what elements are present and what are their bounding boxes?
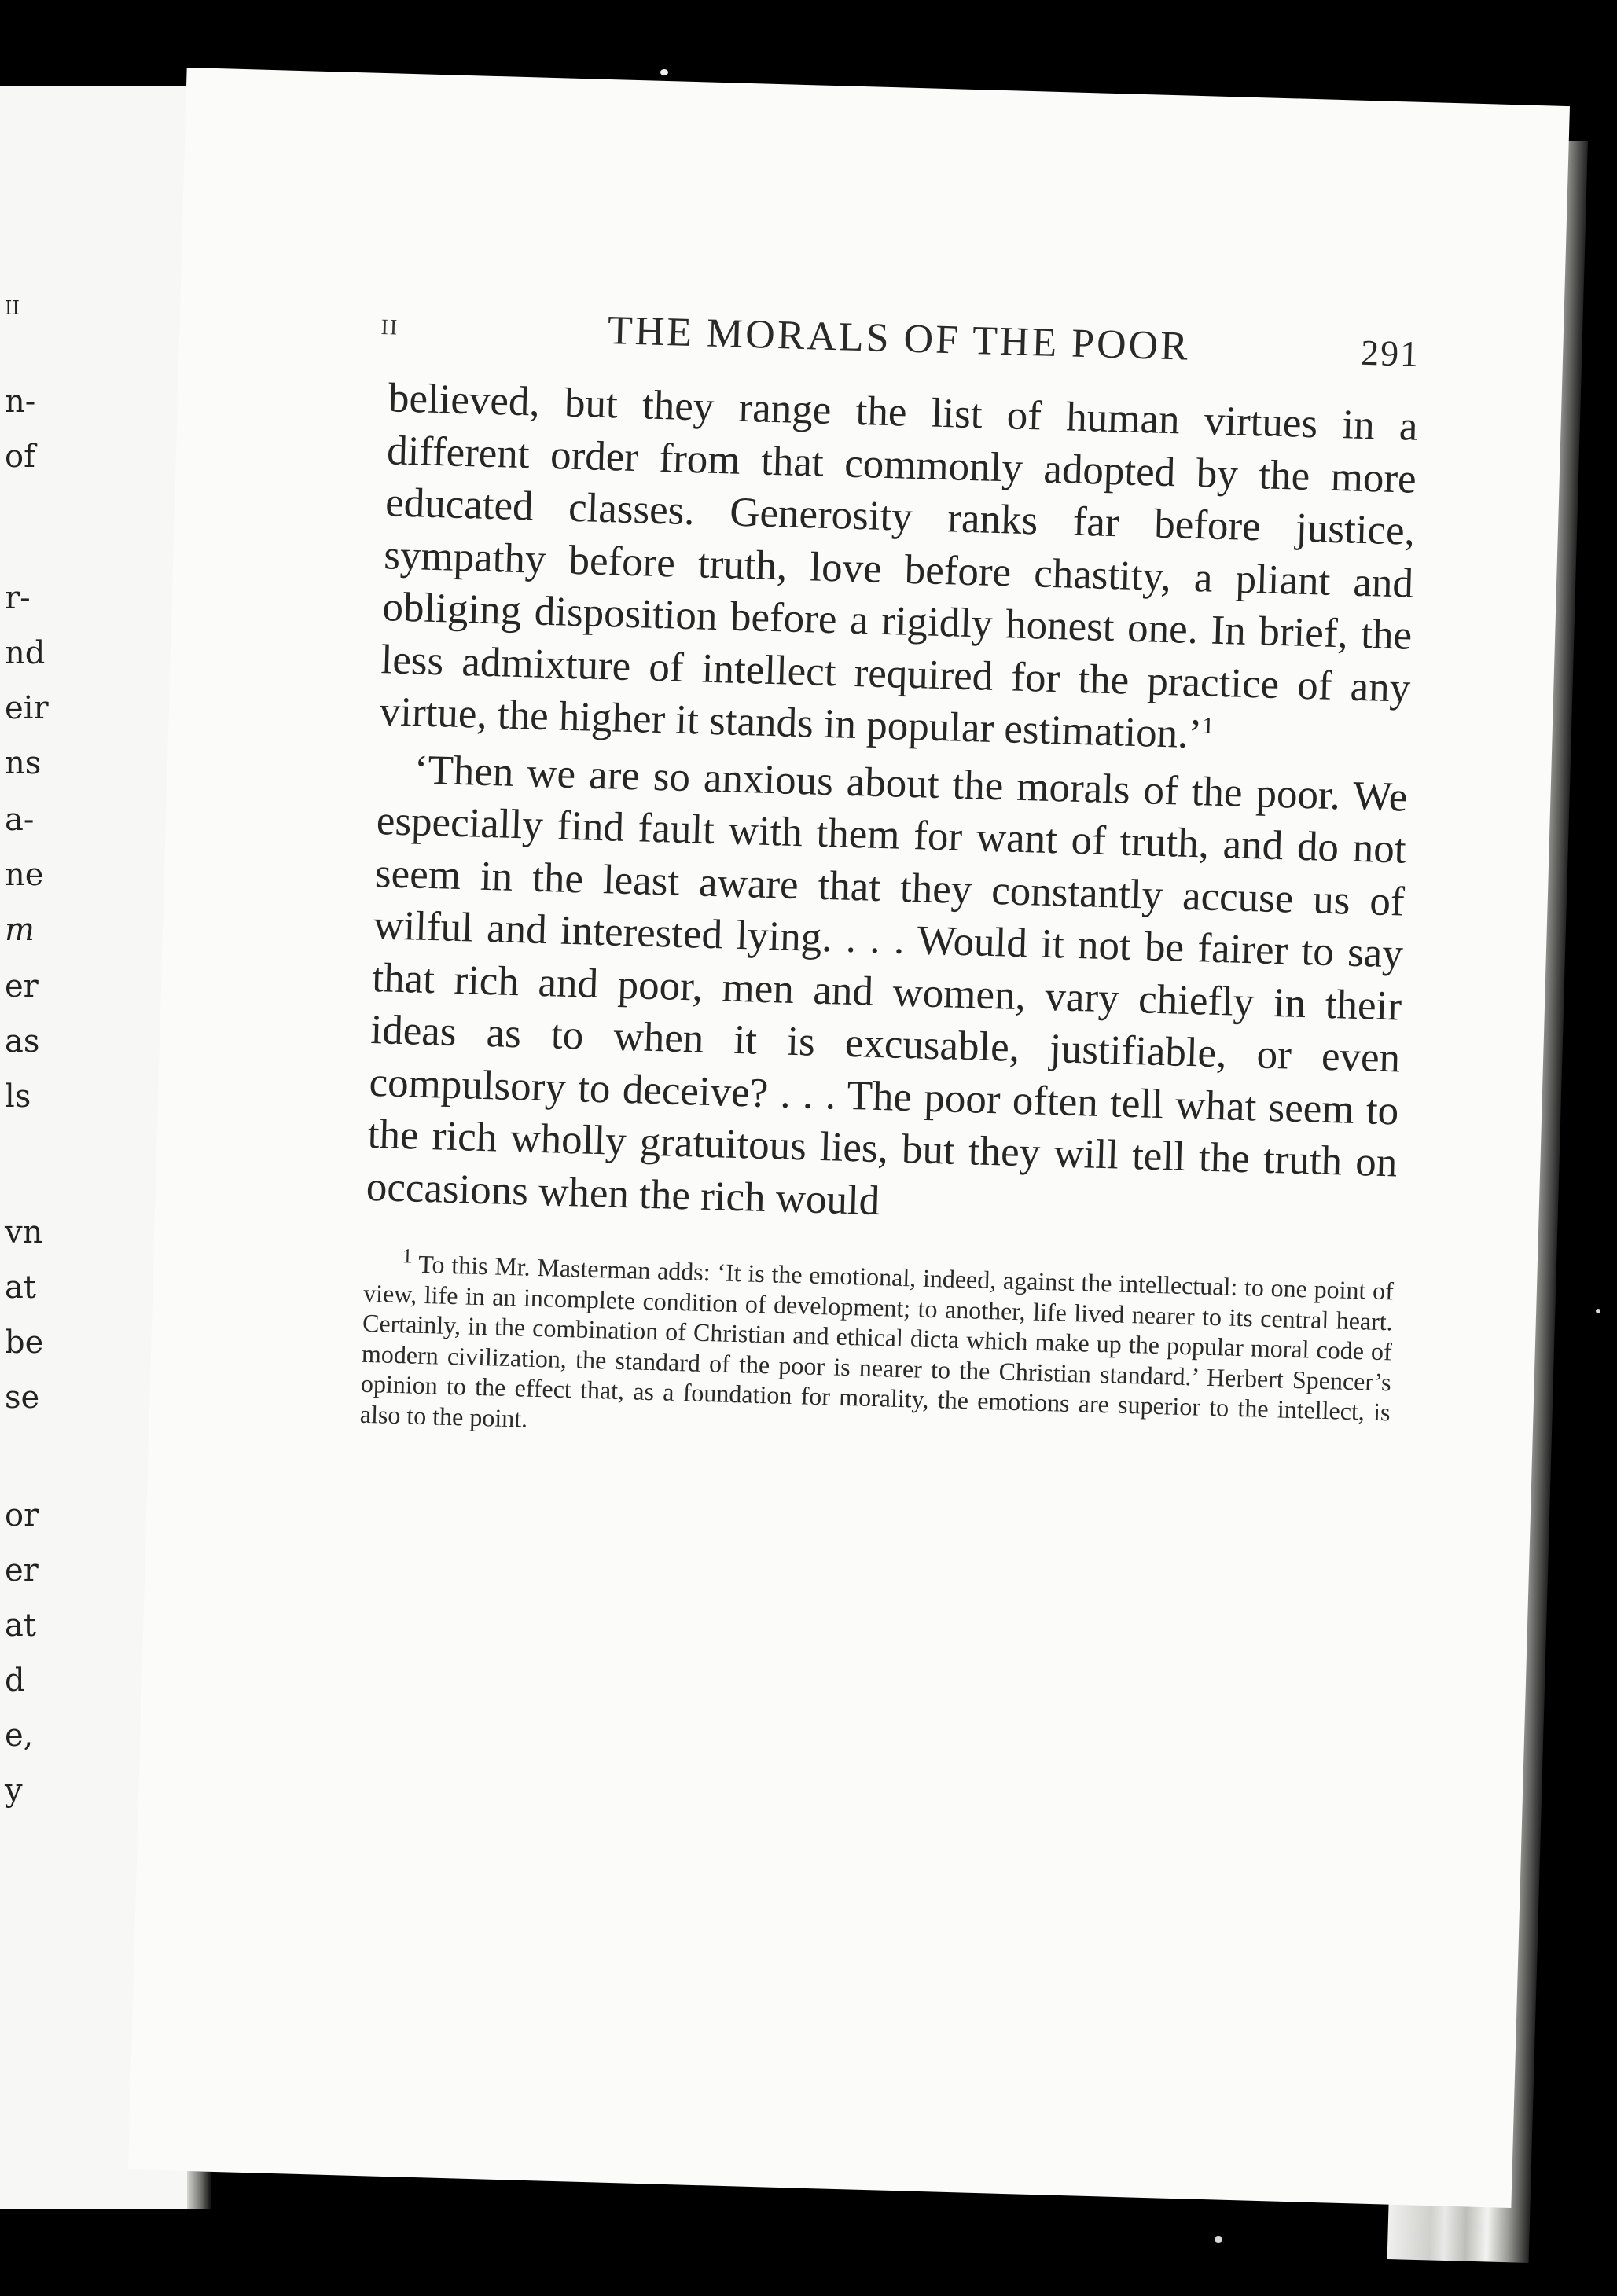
footnote-text: To this Mr. Masterman adds: ‘It is the emotional, indeed, against the intellectual: to one point of view, life in an incomplete condition of development; to another, life lived nearer to its central heart. Certainly, in the combination of Christian and ethical dicta which make up the popular moral code of modern civilization, the standard of the poor is nearer to the Christian standard.’ Herbert Spencer’s opinion to the effect that, as a foundation for morality, the emotions are superior to the intellect, is also to the point. — [359, 1249, 1395, 1433]
previous-page-fragment: ne — [5, 857, 44, 893]
previous-page-fragment: as — [5, 1023, 40, 1060]
paragraph — [366, 743, 1408, 1242]
previous-page-fragment: be — [5, 1324, 44, 1361]
running-title: THE MORALS OF THE POOR — [607, 308, 1191, 369]
previous-page-fragment: r- — [5, 580, 31, 616]
previous-page-fragment: at — [5, 1269, 36, 1306]
previous-page-fragment: y — [5, 1773, 23, 1809]
body-text — [366, 372, 1418, 1241]
previous-page-fragment: n- — [5, 384, 36, 420]
paragraph-text: believed, but they range the list of human virtues in a different order from that commonly adopted by the more educated classes. Generosity ranks far before justice, sympathy before truth, love before chastity, a pliant and obliging disposition before a rigidly honest one. In brief, the less admixture of intellect required for the practice of any virtue, the higher it stands in popular estimation.’ — [379, 375, 1419, 758]
scan-speck — [1596, 1309, 1600, 1313]
previous-page-fragment: e, — [5, 1717, 34, 1754]
previous-page-fragment: or — [5, 1497, 39, 1534]
previous-page-fragment: ls — [5, 1078, 31, 1115]
section-number: II — [380, 314, 399, 340]
footnote-reference: 1 — [1201, 712, 1215, 740]
footnote — [359, 1244, 1395, 1457]
previous-page-fragment: of — [5, 439, 35, 475]
page-number: 291 — [1360, 332, 1420, 374]
previous-page-fragment: m — [5, 912, 35, 948]
previous-page-fragment: ns — [5, 745, 42, 781]
previous-page-fragment: eir — [5, 690, 49, 726]
paragraph — [379, 372, 1418, 766]
previous-page-fragment: nd — [5, 635, 46, 671]
book-page — [128, 68, 1570, 2208]
paragraph-text: ‘Then we are so anxious about the morals of the poor. We especially find fault with them for want of truth, and do not seem in the least aware that they constantly accuse us of wilful and interested lying. . . . Would it not be fairer to say that rich and poor, men and women, vary chiefly in their ideas as to when it is excusable, justifiable, or even compulsory to deceive? . . . The poor often tell what seem to the rich wholly gratuitous lies, but they will tell the truth on occasions when the rich would — [366, 746, 1409, 1224]
previous-page-fragment: er — [5, 968, 39, 1005]
page-content — [359, 301, 1420, 1457]
previous-page-fragment: at — [5, 1607, 36, 1644]
previous-page-fragment: II — [5, 297, 20, 319]
previous-page-fragment: er — [5, 1552, 39, 1589]
previous-page-fragment: vn — [5, 1214, 43, 1251]
previous-page-fragment: d — [5, 1662, 25, 1699]
footnote-number: 1 — [402, 1244, 413, 1268]
previous-page-fragment: se — [5, 1379, 40, 1416]
scan-speck — [660, 69, 668, 75]
scan-speck — [1215, 2236, 1222, 2243]
previous-page-fragment: a- — [5, 802, 35, 838]
